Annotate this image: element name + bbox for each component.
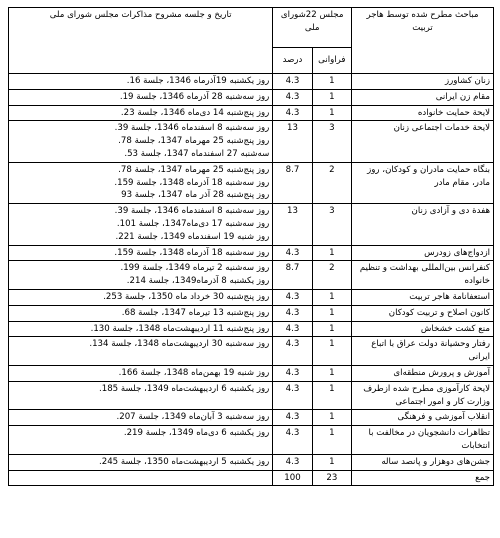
session-date-line: روز پنج‌شنبه 30 خرداد ماه 1350، جلسة 253. bbox=[103, 291, 270, 302]
row-percent: 13 bbox=[273, 121, 312, 162]
row-topic: کانون اصلاح و تربیت کودکان bbox=[352, 305, 494, 321]
row-percent: 8.7 bbox=[273, 162, 312, 203]
table-row bbox=[9, 162, 494, 203]
row-percent: 4.3 bbox=[273, 321, 312, 337]
session-date-line: روز سه‌شنبه 2 تیرماه 1349، جلسة 199. bbox=[120, 263, 270, 274]
session-date-line: روز یکشنبه 19آذرماه 1346، جلسة 16. bbox=[126, 76, 270, 86]
session-date-line: روز پنج‌شنبه 11 اردیبهشت‌ماه 1348، جلسة 130. bbox=[90, 323, 270, 334]
row-frequency: 3 bbox=[312, 204, 351, 245]
session-date-line: روز سه‌شنبه 18 آذرماه 1348، جلسة 159. bbox=[114, 177, 270, 188]
session-date-line: روز سه‌شنبه 30 اردیبهشت‌ماه 1348، جلسة 134. bbox=[89, 339, 270, 350]
row-topic: آموزش و پرورش منطقه‌ای bbox=[352, 365, 494, 381]
row-dates bbox=[9, 426, 273, 455]
row-frequency: 1 bbox=[312, 105, 351, 121]
session-date-line: روز پنج‌شنبه 25 مهرماه 1347، جلسة 78. bbox=[118, 136, 270, 147]
table-row bbox=[9, 74, 494, 90]
session-date-line: روز سه‌شنبه 28 آذرماه 1346، جلسة 19. bbox=[119, 91, 270, 102]
session-date-line: روز سه‌شنبه 18 آذرماه 1348، جلسة 159. bbox=[114, 247, 270, 258]
row-topic: لایحة کارآموزی مطرح شده ازطرف وزارت کار و امور اجتماعی bbox=[352, 381, 494, 410]
row-dates bbox=[9, 381, 273, 410]
row-percent: 4.3 bbox=[273, 410, 312, 426]
row-topic: لایحة حمایت خانواده bbox=[352, 105, 494, 121]
session-date-line: روز یکشنبه 6 اردیبهشت‌ماه 1349، جلسة 185. bbox=[99, 383, 270, 394]
row-dates bbox=[9, 245, 273, 261]
table-row bbox=[9, 289, 494, 305]
header-frequency: فراوانی bbox=[312, 48, 351, 74]
header-topic: مباحث مطرح شده توسط هاجر تربیت bbox=[352, 8, 494, 74]
row-frequency: 2 bbox=[312, 162, 351, 203]
row-percent: 4.3 bbox=[273, 454, 312, 470]
table-row bbox=[9, 454, 494, 470]
row-dates bbox=[9, 162, 273, 203]
session-date-line: روز پنج‌شنبه 28 آذر ماه 1347، جلسة 93 bbox=[121, 190, 270, 201]
session-date-line: روز یکشنبه 8 آذرماه1349، جلسة 214. bbox=[126, 276, 270, 287]
row-percent: 4.3 bbox=[273, 365, 312, 381]
session-date-line: روز سه‌شنبه 8 اسفندماه 1346، جلسة 39. bbox=[114, 206, 270, 217]
row-percent: 4.3 bbox=[273, 289, 312, 305]
session-date-line: روز یکشنبه 6 دی‌ماه 1349، جلسة 219. bbox=[123, 428, 270, 439]
row-percent: 4.3 bbox=[273, 74, 312, 90]
row-topic: منع کشت خشخاش bbox=[352, 321, 494, 337]
row-dates bbox=[9, 89, 273, 105]
table-row bbox=[9, 245, 494, 261]
row-dates bbox=[9, 121, 273, 162]
row-dates bbox=[9, 74, 273, 90]
row-frequency: 1 bbox=[312, 89, 351, 105]
row-percent: 4.3 bbox=[273, 89, 312, 105]
session-date-line: روز شنبه 19 اسفندماه 1349، جلسة 221. bbox=[115, 231, 270, 242]
header-parliament: مجلس 22شورای ملی bbox=[273, 8, 352, 48]
table-body bbox=[9, 74, 494, 471]
table-row bbox=[9, 426, 494, 455]
session-date-line: روز سه‌شنبه 8 اسفندماه 1346، جلسة 39. bbox=[114, 123, 270, 134]
table-row bbox=[9, 381, 494, 410]
header-dates: تاریخ و جلسه مشروح مذاکرات مجلس شورای ملی bbox=[9, 8, 273, 74]
row-frequency: 1 bbox=[312, 410, 351, 426]
table-row bbox=[9, 337, 494, 366]
session-date-line: روز سه‌شنبه 17 دی‌ماه1347، جلسة 101. bbox=[116, 218, 270, 229]
session-date-line: روز یکشنبه 5 اردیبهشت‌ماه 1350، جلسة 245. bbox=[99, 456, 270, 467]
row-percent: 4.3 bbox=[273, 337, 312, 366]
row-dates bbox=[9, 410, 273, 426]
row-frequency: 1 bbox=[312, 289, 351, 305]
session-date-line: روز پنج‌شنبه 13 تیرماه 1347، جلسة 68. bbox=[121, 307, 270, 318]
row-dates bbox=[9, 305, 273, 321]
session-date-line: روز سه‌شنبه 3 آبان‌ماه 1349، جلسة 207. bbox=[116, 412, 270, 423]
row-frequency: 3 bbox=[312, 121, 351, 162]
row-dates bbox=[9, 454, 273, 470]
row-frequency: 1 bbox=[312, 305, 351, 321]
table-row bbox=[9, 261, 494, 290]
row-topic: انقلاب آموزشی و فرهنگی bbox=[352, 410, 494, 426]
session-date-line: روز پنج‌شنبه 25 مهرماه 1347، جلسة 78. bbox=[118, 164, 270, 175]
row-topic: رفتار وحشیانة دولت عراق با اتباع ایرانی bbox=[352, 337, 494, 366]
row-percent: 8.7 bbox=[273, 261, 312, 290]
row-percent: 4.3 bbox=[273, 305, 312, 321]
row-topic: لایحة خدمات اجتماعی زنان bbox=[352, 121, 494, 162]
row-dates bbox=[9, 337, 273, 366]
session-date-line: روز شنبه 19 بهمن‌ماه 1348، جلسة 166. bbox=[118, 367, 270, 378]
row-percent: 13 bbox=[273, 204, 312, 245]
row-dates bbox=[9, 365, 273, 381]
session-date-line: روز پنج‌شنبه 14 دی‌ماه 1346، جلسة 23. bbox=[120, 107, 270, 118]
row-topic: کنفرانس بین‌المللی بهداشت و تنظیم خانواده bbox=[352, 261, 494, 290]
total-frequency: 23 bbox=[312, 470, 351, 486]
table-row bbox=[9, 410, 494, 426]
table-row bbox=[9, 121, 494, 162]
row-percent: 4.3 bbox=[273, 381, 312, 410]
row-percent: 4.3 bbox=[273, 426, 312, 455]
total-percent: 100 bbox=[273, 470, 312, 486]
table-row bbox=[9, 105, 494, 121]
session-date-line: سه‌شنبه 27 اسفندماه 1347، جلسة 53. bbox=[124, 148, 270, 159]
sessions-table bbox=[8, 7, 494, 486]
row-percent: 4.3 bbox=[273, 105, 312, 121]
row-dates bbox=[9, 289, 273, 305]
row-topic: ازدواج‌های زودرس bbox=[352, 245, 494, 261]
row-topic: هفدة دی و آزادی زنان bbox=[352, 204, 494, 245]
row-topic: جشن‌های دوهزار و پانصد ساله bbox=[352, 454, 494, 470]
table-row bbox=[9, 204, 494, 245]
row-dates bbox=[9, 261, 273, 290]
table-row bbox=[9, 321, 494, 337]
row-frequency: 1 bbox=[312, 337, 351, 366]
row-frequency: 2 bbox=[312, 261, 351, 290]
row-topic: استعفانامة هاجر تربیت bbox=[352, 289, 494, 305]
total-label: جمع bbox=[352, 470, 494, 486]
table-row bbox=[9, 365, 494, 381]
row-topic: تظاهرات دانشجویان در مخالفت با انتخابات bbox=[352, 426, 494, 455]
row-percent: 4.3 bbox=[273, 245, 312, 261]
total-dates bbox=[9, 470, 273, 486]
row-frequency: 1 bbox=[312, 74, 351, 90]
table-row bbox=[9, 305, 494, 321]
row-frequency: 1 bbox=[312, 381, 351, 410]
header-percent: درصد bbox=[273, 48, 312, 74]
total-row bbox=[9, 470, 494, 486]
row-topic: زنان کشاورز bbox=[352, 74, 494, 90]
row-frequency: 1 bbox=[312, 454, 351, 470]
row-topic: مقام زن ایرانی bbox=[352, 89, 494, 105]
table-row bbox=[9, 89, 494, 105]
row-topic: بنگاه حمایت مادران و کودکان، روز مادر، مقام مادر bbox=[352, 162, 494, 203]
row-dates bbox=[9, 321, 273, 337]
row-dates bbox=[9, 105, 273, 121]
row-frequency: 1 bbox=[312, 365, 351, 381]
row-dates bbox=[9, 204, 273, 245]
row-frequency: 1 bbox=[312, 426, 351, 455]
row-frequency: 1 bbox=[312, 245, 351, 261]
row-frequency: 1 bbox=[312, 321, 351, 337]
